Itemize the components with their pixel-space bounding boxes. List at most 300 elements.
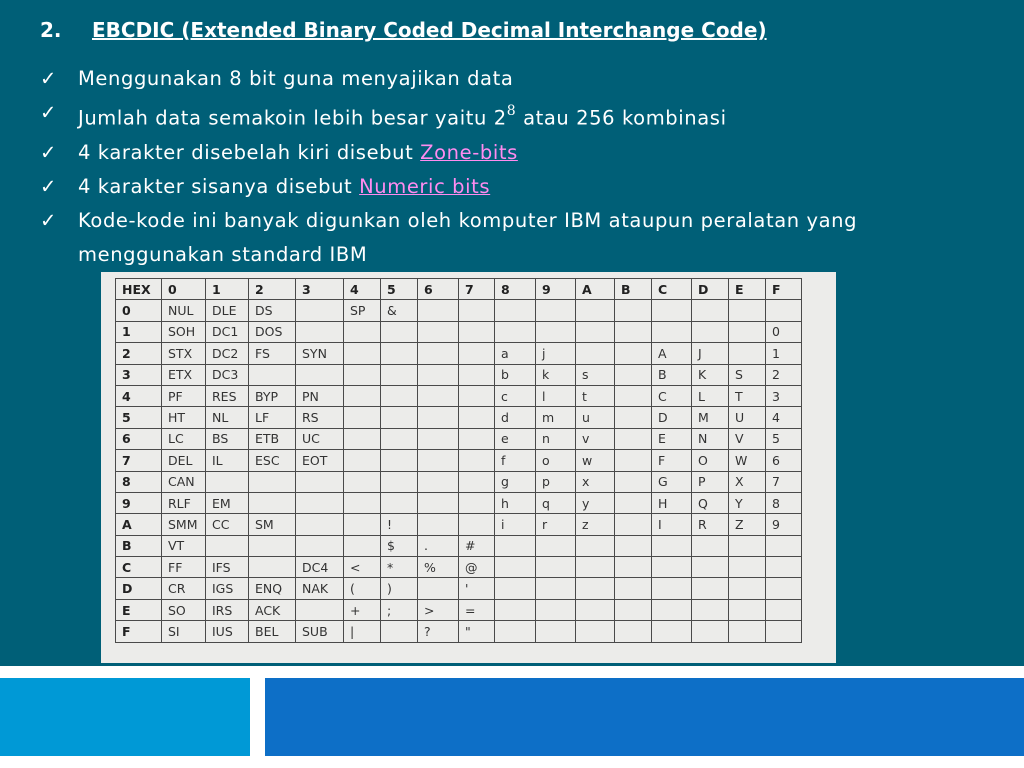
table-cell [381,492,418,513]
table-cell [576,343,615,364]
table-cell [652,557,692,578]
table-cell: SP [344,300,381,321]
table-cell [766,621,802,642]
table-cell [459,300,495,321]
table-cell: DC4 [296,557,344,578]
table-cell: v [576,428,615,449]
table-cell: DLE [206,300,249,321]
table-cell [296,492,344,513]
table-cell [381,343,418,364]
table-cell: 9 [766,514,802,535]
table-cell [296,300,344,321]
table-cell: J [692,343,729,364]
checkmark-icon: ✓ [40,208,57,232]
table-cell: + [344,599,381,620]
table-cell: q [536,492,576,513]
checkmark-icon: ✓ [40,140,57,164]
table-cell: 0 [766,321,802,342]
table-cell: ; [381,599,418,620]
table-cell: IFS [206,557,249,578]
table-cell: BEL [249,621,296,642]
table-row [116,621,802,642]
column-header: 5 [381,279,418,300]
table-cell [729,557,766,578]
table-cell: $ [381,535,418,556]
table-cell [495,621,536,642]
row-header: C [116,557,162,578]
table-cell: e [495,428,536,449]
table-cell: EM [206,492,249,513]
row-header: D [116,578,162,599]
table-cell: x [576,471,615,492]
table-cell [418,364,459,385]
table-row [116,364,802,385]
table-cell: EOT [296,450,344,471]
table-cell [495,535,536,556]
bullet-item [40,170,1000,204]
table-cell: 4 [766,407,802,428]
table-row [116,385,802,406]
table-cell [344,428,381,449]
table-cell [576,557,615,578]
table-cell: O [692,450,729,471]
table-cell [344,343,381,364]
table-cell: N [692,428,729,449]
row-header: 9 [116,492,162,513]
table-cell [615,407,652,428]
table-cell [615,557,652,578]
table-cell [652,321,692,342]
table-cell: > [418,599,459,620]
table-cell: i [495,514,536,535]
table-cell [495,578,536,599]
table-cell [344,471,381,492]
table-cell [344,535,381,556]
table-cell [729,343,766,364]
table-cell: ! [381,514,418,535]
exponent: 8 [506,103,517,119]
table-row [116,407,802,428]
table-cell: A [652,343,692,364]
table-cell: " [459,621,495,642]
table-cell [344,321,381,342]
table-cell: DC3 [206,364,249,385]
column-header: 4 [344,279,381,300]
table-cell [536,535,576,556]
table-cell [459,321,495,342]
table-cell: IGS [206,578,249,599]
table-row [116,428,802,449]
table-cell [344,385,381,406]
table-cell: b [495,364,536,385]
zone-bits-link[interactable]: Zone-bits [420,140,518,164]
table-header-row [116,279,802,300]
table-cell [344,492,381,513]
slide-heading [40,18,767,42]
table-cell: CAN [162,471,206,492]
table-cell [615,599,652,620]
table-cell: B [652,364,692,385]
table-cell [296,514,344,535]
bullet-text: 4 karakter disebelah kiri disebut [78,140,421,164]
column-header: 9 [536,279,576,300]
table-cell: 3 [766,385,802,406]
table-cell [729,300,766,321]
table-cell: ' [459,578,495,599]
table-cell: t [576,385,615,406]
table-cell [729,535,766,556]
row-header: 7 [116,450,162,471]
table-cell [381,364,418,385]
table-cell [576,599,615,620]
bullet-list [40,62,1000,272]
table-cell: r [536,514,576,535]
table-cell [766,300,802,321]
table-cell: d [495,407,536,428]
table-cell [615,428,652,449]
column-header: A [576,279,615,300]
table-cell: U [729,407,766,428]
table-cell: W [729,450,766,471]
table-row [116,599,802,620]
table-row [116,450,802,471]
table-cell: @ [459,557,495,578]
table-cell [615,300,652,321]
table-cell [615,578,652,599]
column-header: 0 [162,279,206,300]
bullet-text: 4 karakter sisanya disebut [78,174,360,198]
table-cell [459,343,495,364]
table-cell [249,364,296,385]
table-cell [344,450,381,471]
table-cell: SI [162,621,206,642]
bullet-item [40,96,1000,136]
table-cell [615,364,652,385]
row-header: 0 [116,300,162,321]
table-cell: ETB [249,428,296,449]
bullet-item [40,62,1000,96]
table-cell: Q [692,492,729,513]
table-cell: G [652,471,692,492]
numeric-bits-link[interactable]: Numeric bits [359,174,491,198]
table-cell: L [692,385,729,406]
table-cell: STX [162,343,206,364]
table-cell: SM [249,514,296,535]
table-cell [381,450,418,471]
table-cell [495,599,536,620]
table-cell [615,621,652,642]
table-cell [536,557,576,578]
table-cell [652,300,692,321]
row-header: 2 [116,343,162,364]
table-cell: RLF [162,492,206,513]
table-cell: CC [206,514,249,535]
table-cell [692,578,729,599]
table-cell [766,578,802,599]
column-header: 2 [249,279,296,300]
table-cell: SOH [162,321,206,342]
column-header: B [615,279,652,300]
table-cell [576,321,615,342]
ebcdic-table-image [101,272,836,663]
bullet-item [40,136,1000,170]
table-cell [296,599,344,620]
table-cell: & [381,300,418,321]
table-cell: DEL [162,450,206,471]
table-cell [692,599,729,620]
table-cell: UC [296,428,344,449]
table-cell [249,471,296,492]
table-cell: ESC [249,450,296,471]
table-cell [418,450,459,471]
table-cell [615,492,652,513]
table-cell [381,428,418,449]
column-header: E [729,279,766,300]
table-cell: PN [296,385,344,406]
table-cell: u [576,407,615,428]
table-cell [652,599,692,620]
table-cell: SO [162,599,206,620]
table-cell [296,535,344,556]
table-cell: BS [206,428,249,449]
bullet-text-end: atau 256 kombinasi [516,106,727,130]
column-header: 8 [495,279,536,300]
table-cell: . [418,535,459,556]
table-cell: RS [296,407,344,428]
table-cell: D [652,407,692,428]
table-cell: l [536,385,576,406]
table-cell [495,300,536,321]
table-cell [692,621,729,642]
table-cell [206,471,249,492]
table-row [116,492,802,513]
column-header: 3 [296,279,344,300]
table-cell: FS [249,343,296,364]
heading-number: 2. [40,18,62,42]
table-cell: # [459,535,495,556]
table-cell [536,578,576,599]
table-cell [344,514,381,535]
table-cell [576,621,615,642]
table-cell [576,535,615,556]
table-cell [615,321,652,342]
table-cell: 1 [766,343,802,364]
checkmark-icon: ✓ [40,174,57,198]
table-cell: 5 [766,428,802,449]
table-cell [418,407,459,428]
column-header: F [766,279,802,300]
table-cell: LF [249,407,296,428]
table-cell [729,599,766,620]
table-cell: j [536,343,576,364]
table-cell: NUL [162,300,206,321]
table-cell [418,578,459,599]
row-header: 6 [116,428,162,449]
table-row [116,578,802,599]
row-header: 3 [116,364,162,385]
table-cell: LC [162,428,206,449]
table-cell [249,492,296,513]
table-cell [495,557,536,578]
table-cell [459,385,495,406]
table-cell [615,535,652,556]
table-cell [459,407,495,428]
table-cell [459,450,495,471]
table-cell [206,535,249,556]
table-cell [296,321,344,342]
table-cell: FF [162,557,206,578]
table-cell [729,578,766,599]
table-cell: ETX [162,364,206,385]
table-cell [692,321,729,342]
table-cell [615,343,652,364]
table-cell: V [729,428,766,449]
table-cell: w [576,450,615,471]
table-row [116,557,802,578]
table-cell [692,535,729,556]
table-cell [381,385,418,406]
table-cell: R [692,514,729,535]
checkmark-icon: ✓ [40,67,57,90]
table-cell: E [652,428,692,449]
table-cell: PF [162,385,206,406]
table-cell: SUB [296,621,344,642]
table-cell: RES [206,385,249,406]
table-cell [249,557,296,578]
table-row [116,535,802,556]
table-cell: F [652,450,692,471]
table-row [116,514,802,535]
table-cell [459,364,495,385]
table-cell [766,535,802,556]
table-cell: Z [729,514,766,535]
table-cell: DOS [249,321,296,342]
table-cell: NL [206,407,249,428]
table-cell [615,471,652,492]
column-header: 1 [206,279,249,300]
table-cell: T [729,385,766,406]
table-cell [249,535,296,556]
table-cell: 2 [766,364,802,385]
table-cell [418,514,459,535]
ebcdic-code-table [115,278,802,643]
heading-title: EBCDIC (Extended Binary Coded Decimal Interchange Code) [92,18,767,42]
bullet-text: Kode-kode ini banyak digunkan oleh komputer IBM ataupun peralatan yang menggunakan standard IBM [78,208,858,266]
table-cell [652,621,692,642]
table-cell: 7 [766,471,802,492]
table-cell: y [576,492,615,513]
table-cell: m [536,407,576,428]
table-cell [652,535,692,556]
table-cell [652,578,692,599]
table-cell [418,471,459,492]
table-cell [729,621,766,642]
column-header: 6 [418,279,459,300]
table-cell [459,492,495,513]
row-header: 4 [116,385,162,406]
table-cell: ENQ [249,578,296,599]
table-cell: BYP [249,385,296,406]
column-header: D [692,279,729,300]
table-cell: k [536,364,576,385]
table-cell [615,514,652,535]
table-cell: ) [381,578,418,599]
table-cell [418,343,459,364]
table-cell: DC1 [206,321,249,342]
table-cell: ACK [249,599,296,620]
table-cell: HT [162,407,206,428]
table-cell: g [495,471,536,492]
table-cell: VT [162,535,206,556]
column-header: HEX [116,279,162,300]
table-cell: NAK [296,578,344,599]
table-row [116,471,802,492]
row-header: 8 [116,471,162,492]
table-cell [296,471,344,492]
row-header: 1 [116,321,162,342]
table-cell [418,428,459,449]
table-cell [615,385,652,406]
column-header: C [652,279,692,300]
table-cell [459,428,495,449]
table-cell: c [495,385,536,406]
table-cell: z [576,514,615,535]
table-cell: IUS [206,621,249,642]
table-cell: Y [729,492,766,513]
table-cell: DS [249,300,296,321]
table-cell: CR [162,578,206,599]
bullet-item [40,204,1000,272]
table-cell: = [459,599,495,620]
checkmark-icon: ✓ [40,101,57,124]
table-cell [296,364,344,385]
table-cell: s [576,364,615,385]
table-cell: h [495,492,536,513]
row-header: E [116,599,162,620]
table-cell: S [729,364,766,385]
table-cell [536,321,576,342]
table-cell: * [381,557,418,578]
table-cell: ( [344,578,381,599]
table-cell: | [344,621,381,642]
table-cell: f [495,450,536,471]
table-row [116,321,802,342]
table-cell [459,514,495,535]
row-header: B [116,535,162,556]
table-cell [381,321,418,342]
table-cell: a [495,343,536,364]
table-cell: % [418,557,459,578]
table-cell [766,557,802,578]
table-cell [495,321,536,342]
table-cell [729,321,766,342]
table-cell [576,578,615,599]
table-cell [381,407,418,428]
table-cell [344,407,381,428]
table-cell [459,471,495,492]
table-cell: C [652,385,692,406]
table-cell [536,300,576,321]
table-cell: DC2 [206,343,249,364]
table-cell: < [344,557,381,578]
table-cell [418,321,459,342]
table-cell: X [729,471,766,492]
table-cell [381,471,418,492]
row-header: A [116,514,162,535]
table-cell: 6 [766,450,802,471]
table-cell: p [536,471,576,492]
table-cell: IL [206,450,249,471]
